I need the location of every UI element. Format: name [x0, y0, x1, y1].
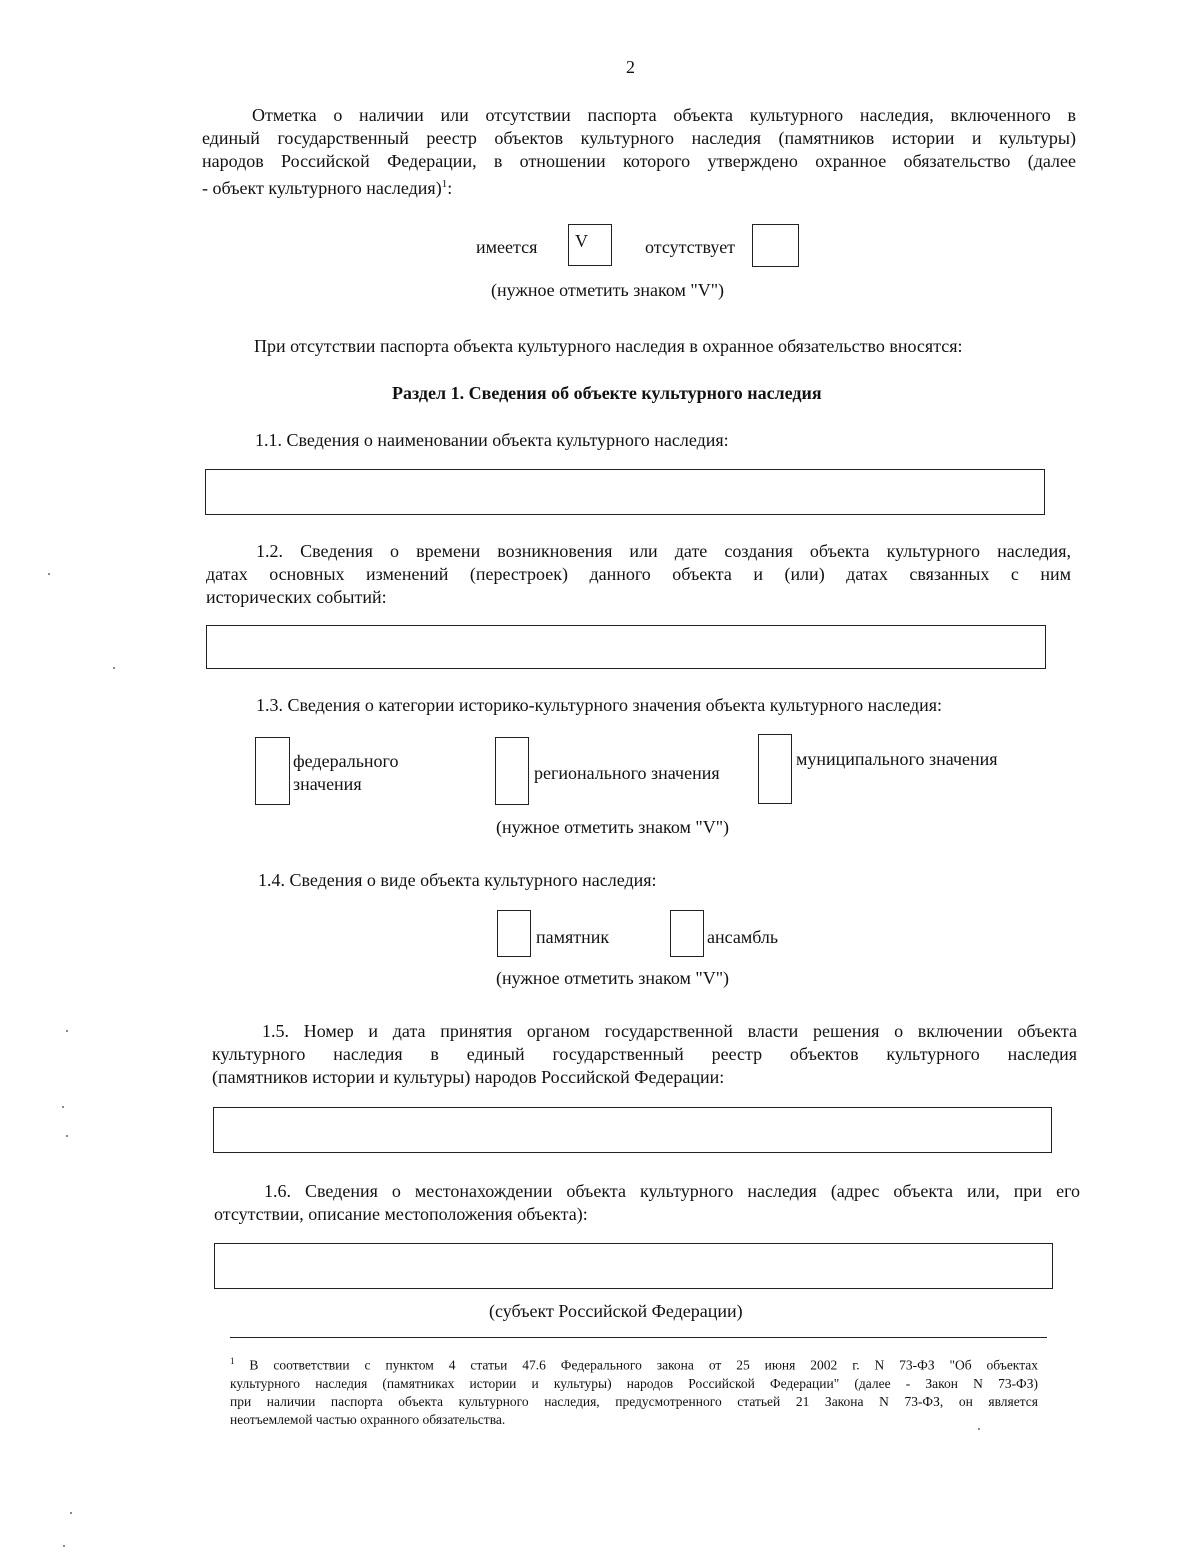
section-1-5-paragraph [212, 1020, 1077, 1089]
passport-absent-checkbox[interactable] [752, 224, 799, 267]
subject-caption: (субъект Российской Федерации) [489, 1301, 743, 1321]
section-1-2-line: датах основных изменений (перестроек) данного объекта и (или) датах связанных с ним [206, 564, 1071, 584]
footnote-line: неотъемлемой частью охранного обязательства. [230, 1411, 506, 1427]
intro-colon: : [447, 178, 453, 198]
intro-line: Отметка о наличии или отсутствии паспорта объекта культурного наследия, включенного в [252, 105, 1076, 125]
intro-line: народов Российской Федерации, в отношении которого утверждено охранное обязательство (далее [202, 151, 1076, 171]
page-number: 2 [626, 57, 635, 77]
object-name-field[interactable] [205, 469, 1045, 515]
scan-speck [70, 1512, 72, 1514]
regional-category-checkbox[interactable] [495, 737, 529, 805]
intro-line: - объект культурного наследия) [202, 178, 442, 198]
intro-line: единый государственный реестр объектов культурного наследия (памятников истории и культуры) [202, 128, 1076, 148]
footnote-line-text: В соответствии с пунктом 4 статьи 47.6 Федерального закона от 25 июня 2002 г. N 73-ФЗ "Об объектах [249, 1357, 1038, 1373]
footnote-reference: 1 [441, 178, 448, 190]
section-1-5-line: 1.5. Номер и дата принятия органом государственной власти решения о включении объекта [262, 1021, 1077, 1041]
federal-label-line: федерального [293, 751, 399, 771]
passport-intro-paragraph [202, 104, 1076, 200]
creation-date-field[interactable] [206, 625, 1046, 669]
scan-speck [62, 1106, 64, 1108]
monument-kind-checkbox[interactable] [497, 910, 531, 957]
scan-speck [66, 1135, 68, 1137]
intro-line-last [202, 173, 1076, 200]
kind-hint: (нужное отметить знаком "V") [496, 968, 730, 988]
scan-speck [978, 1428, 980, 1430]
federal-label-line: значения [293, 774, 362, 794]
footnote-marker: 1 [230, 1356, 235, 1366]
regional-category-label: регионального значения [534, 763, 720, 783]
section-1-3-label: 1.3. Сведения о категории историко-культурного значения объекта культурного наследия: [256, 695, 943, 715]
section-title: Раздел 1. Сведения об объекте культурного наследия [392, 383, 822, 403]
scan-speck [63, 1545, 65, 1547]
footnote-line: культурного наследия (памятниках истории и культуры) народов Российской Федерации" (далее - Закон N 73-ФЗ) [230, 1375, 1038, 1391]
passport-present-label: имеется [476, 237, 538, 257]
federal-category-label [293, 750, 398, 796]
scan-speck [113, 667, 115, 669]
section-1-6-paragraph [214, 1180, 1080, 1226]
category-hint: (нужное отметить знаком "V") [496, 817, 730, 837]
passport-hint: (нужное отметить знаком "V") [491, 280, 725, 300]
municipal-category-checkbox[interactable] [758, 734, 792, 804]
section-1-2-line: исторических событий: [206, 587, 387, 607]
footnote-line [230, 1352, 1038, 1375]
municipal-category-label: муниципального значения [796, 749, 998, 769]
passport-present-checkbox[interactable] [568, 224, 612, 266]
ensemble-kind-label: ансамбль [707, 927, 779, 947]
checkbox-mark: V [575, 231, 588, 251]
section-1-5-line: (памятников истории и культуры) народов Российской Федерации: [212, 1067, 725, 1087]
footnote-block [230, 1352, 1038, 1429]
section-1-2-paragraph [206, 540, 1071, 609]
section-1-6-line: 1.6. Сведения о местонахождении объекта культурного наследия (адрес объекта или, при его [264, 1181, 1080, 1201]
location-field[interactable] [214, 1243, 1053, 1289]
federal-category-checkbox[interactable] [255, 737, 290, 805]
passport-absent-label: отсутствует [645, 237, 736, 257]
section-1-1-label: 1.1. Сведения о наименовании объекта культурного наследия: [255, 430, 729, 450]
footnote-line: при наличии паспорта объекта культурного наследия, предусмотренного статьей 21 Закона N 73-ФЗ, он является [230, 1393, 1038, 1409]
section-1-4-label: 1.4. Сведения о виде объекта культурного наследия: [258, 870, 657, 890]
footnote-separator [230, 1337, 1047, 1338]
absence-note: При отсутствии паспорта объекта культурного наследия в охранное обязательство вносятся: [254, 336, 963, 356]
monument-kind-label: памятник [536, 927, 610, 947]
ensemble-kind-checkbox[interactable] [670, 910, 704, 957]
section-1-5-line: культурного наследия в единый государственный реестр объектов культурного наследия [212, 1044, 1077, 1064]
section-1-6-line: отсутствии, описание местоположения объекта): [214, 1204, 588, 1224]
scan-speck [66, 1030, 68, 1032]
section-1-2-line: 1.2. Сведения о времени возникновения или дате создания объекта культурного наследия, [256, 541, 1071, 561]
registry-decision-field[interactable] [213, 1107, 1052, 1153]
scan-speck [48, 573, 50, 575]
